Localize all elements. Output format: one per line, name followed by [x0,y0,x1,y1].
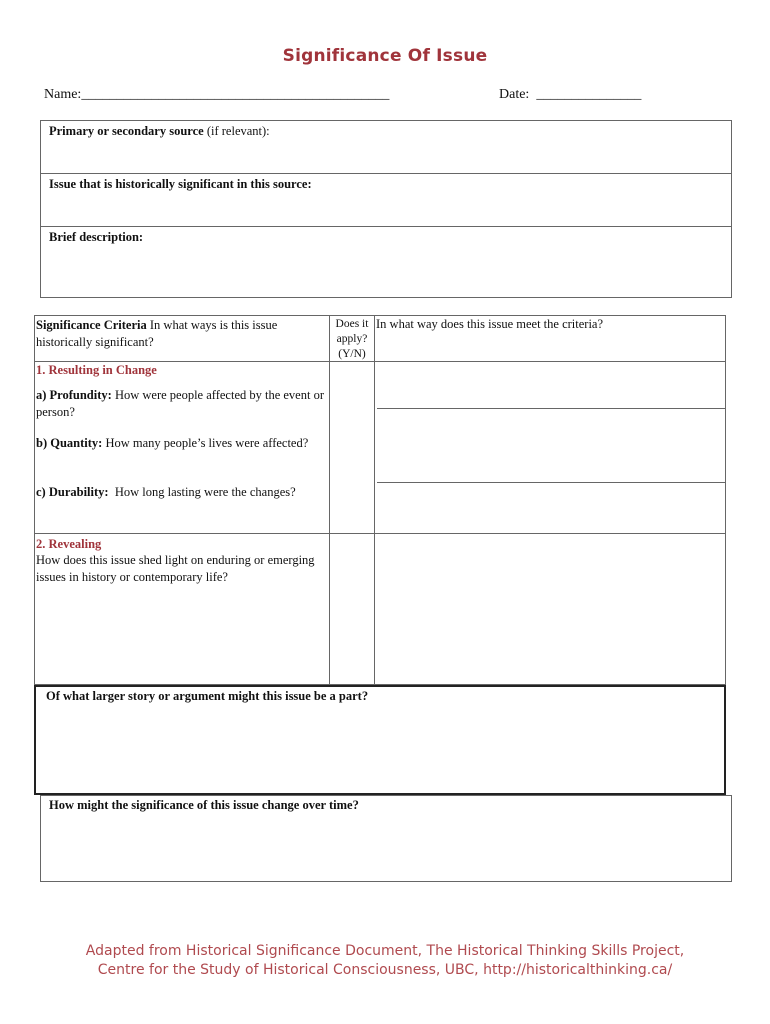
section-heading: 2. Revealing [36,537,102,551]
issue-label: Issue that is historically significant in this source: [49,177,312,191]
change-over-time-label: How might the significance of this issue change over time? [49,798,359,812]
criteria-header-bold: Significance Criteria [36,318,147,332]
profundity-criterion: a) Profundity: How were people affected by the event or person? [36,388,324,419]
section-heading: 1. Resulting in Change [36,363,157,377]
page-title: Significance Of Issue [282,46,488,66]
revealing-criterion: How does this issue shed light on enduring or emerging issues in history or contemporary life? [36,553,315,584]
applies-header: Does it apply? (Y/N) [335,318,369,360]
name-label: Name: [44,87,82,102]
criteria-header-text: In what ways is this issue historically significant? [36,318,278,349]
footer-line: Adapted from Historical Significance Document, The Historical Thinking Skills Project, [85,943,685,959]
name-field[interactable] [44,87,389,103]
row-divider [34,533,726,534]
date-label: Date: [499,87,530,102]
column-divider [374,315,375,685]
date-field[interactable] [499,87,641,103]
way-header: In what way does this issue meet the criteria? [376,317,604,331]
issue-field[interactable] [49,177,312,192]
date-blank: _______________ [536,87,642,102]
criteria-header [36,317,324,351]
answer-line[interactable] [377,408,725,409]
brief-description-label: Brief description: [49,230,144,244]
source-field[interactable] [49,124,270,139]
column-divider [329,315,330,685]
source-note: (if relevant): [203,124,270,138]
footer [0,942,770,980]
footer-link[interactable]: Centre for the Study of Historical Consciousness, UBC, http://historicalthinking.ca/ [97,962,673,978]
brief-description-field[interactable] [49,230,143,245]
header-divider [34,361,726,362]
source-label: Primary or secondary source [49,124,204,138]
quantity-criterion: b) Quantity: How many people’s lives were affected? [36,436,309,450]
source-box [40,120,732,298]
durability-criterion: c) Durability: How long lasting were the changes? [36,485,296,499]
answer-line[interactable] [377,482,725,483]
divider [40,173,732,174]
larger-story-label: Of what larger story or argument might this issue be a part? [46,689,369,703]
divider [40,226,732,227]
name-blank: ____________________________________________ [81,87,390,102]
